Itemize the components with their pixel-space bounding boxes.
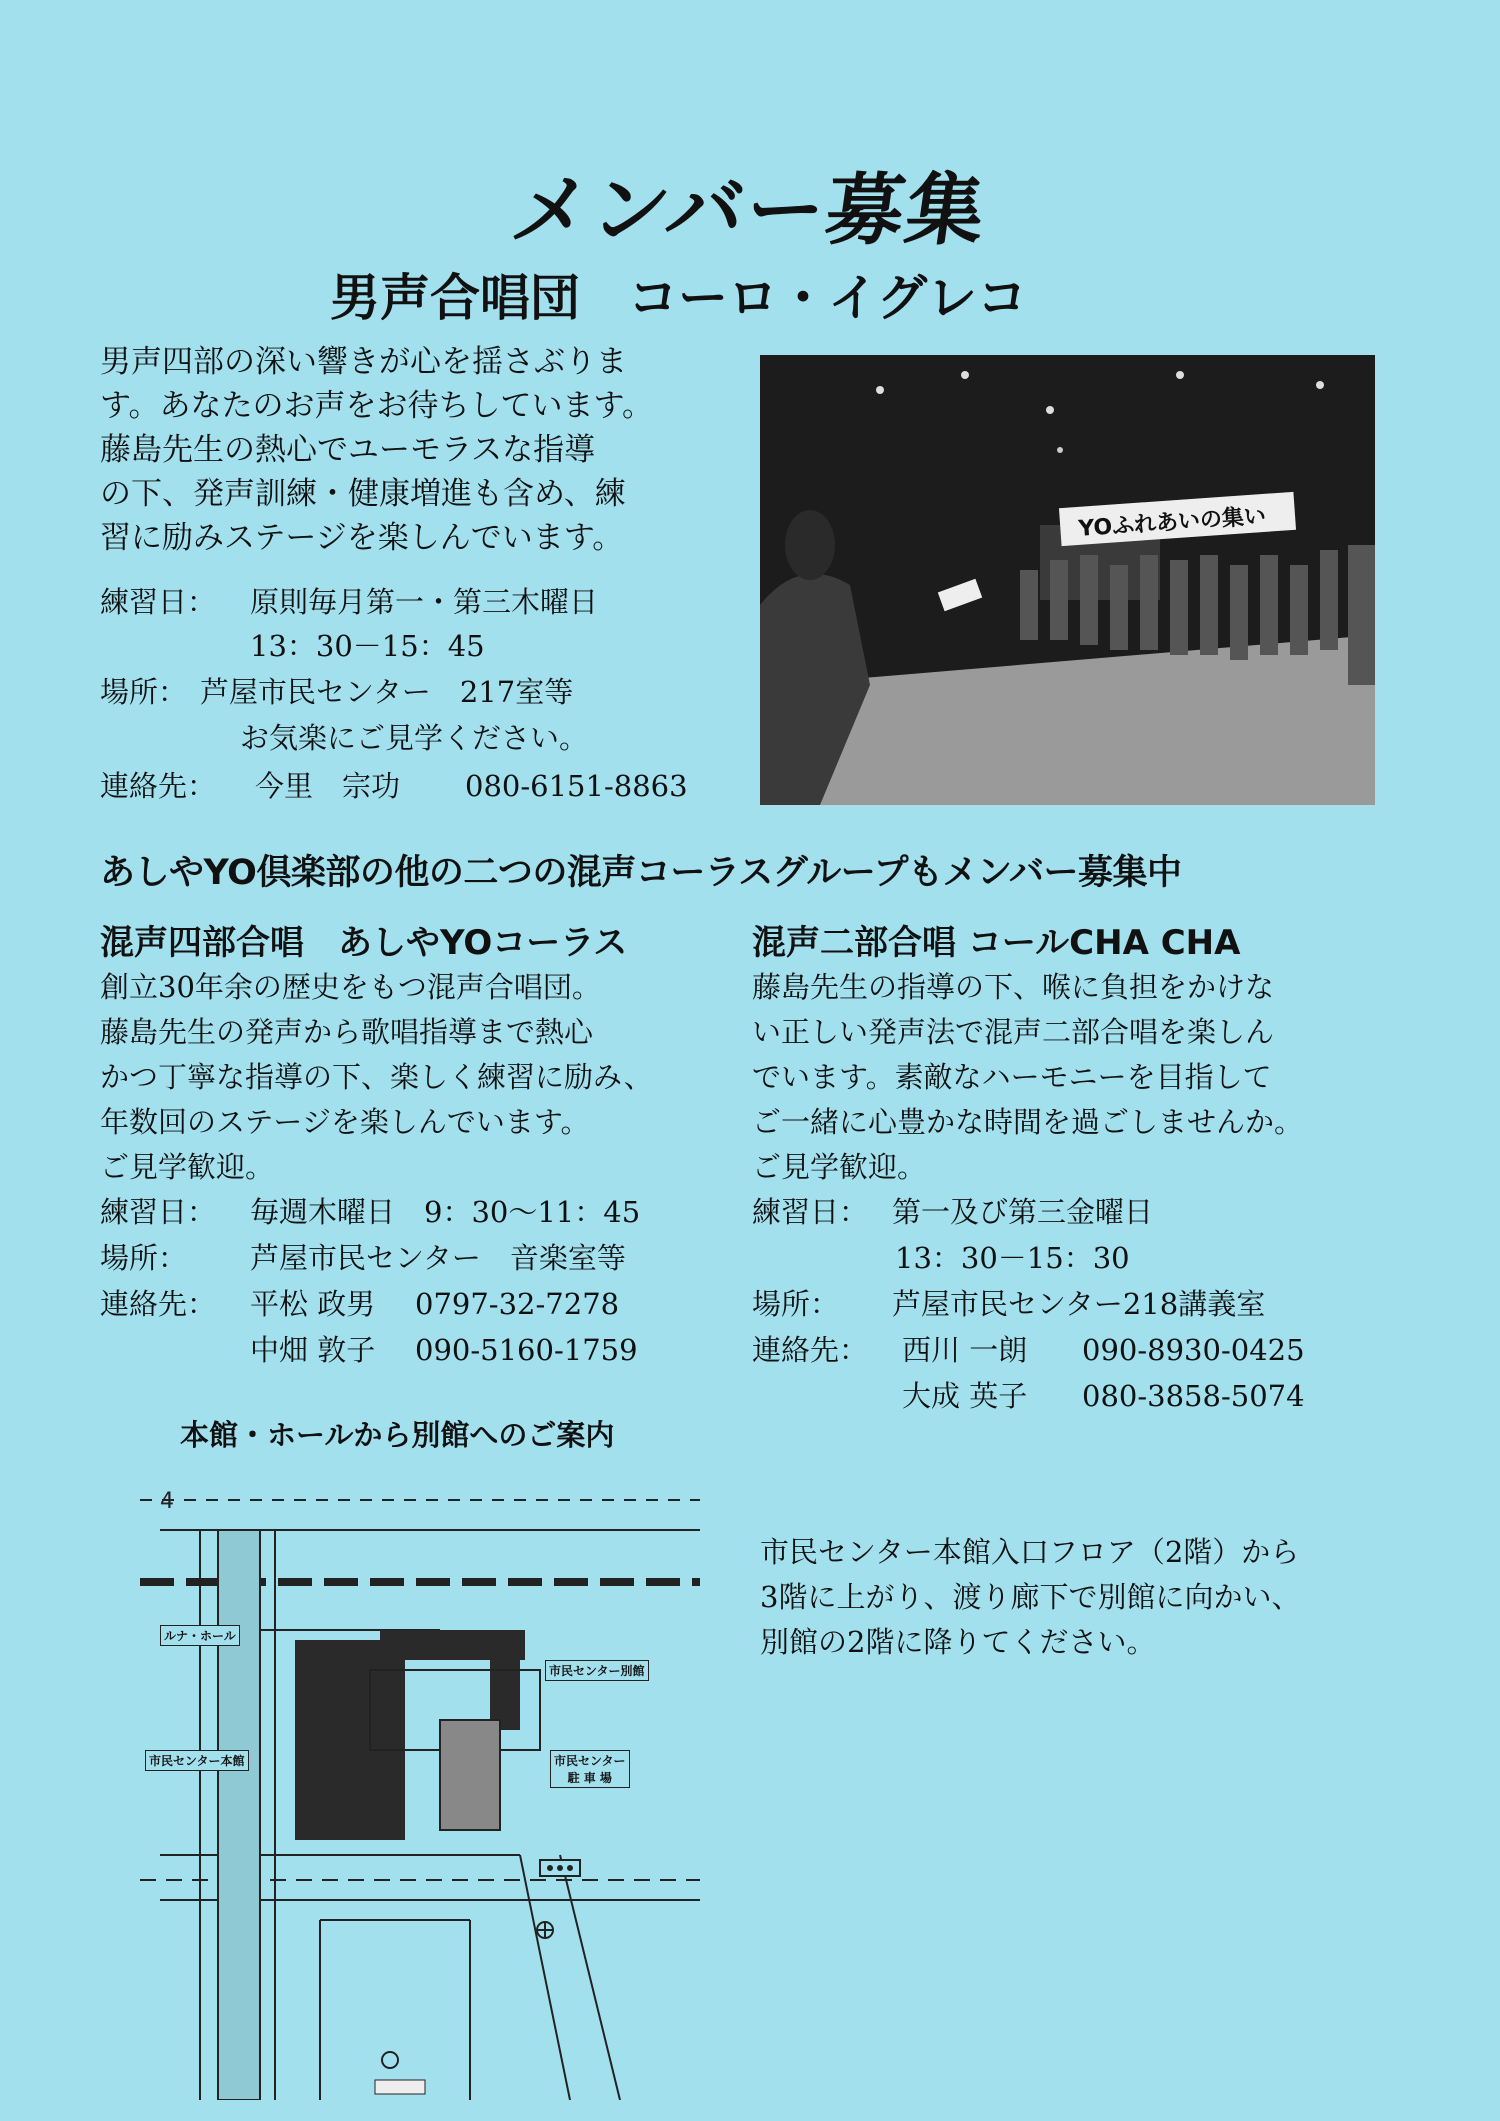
- contact-name: 今里 宗功: [255, 769, 401, 803]
- practice-row: [100, 580, 598, 621]
- map-label-parking-line1: 市民センター: [554, 1754, 626, 1768]
- left-group-body: [100, 965, 653, 1190]
- right-contact2-name: 大成 英子: [902, 1379, 1028, 1413]
- right-body-line: ご見学歓迎。: [752, 1150, 927, 1184]
- right-contact2-phone: 080-3858-5074: [1082, 1379, 1305, 1413]
- choir-photo-image: [760, 355, 1375, 805]
- place-label: 場所：: [100, 675, 188, 709]
- left-practice-row: [100, 1190, 640, 1231]
- group-type: 男声合唱団: [330, 269, 580, 327]
- right-practice-time: 13：30－15：30: [895, 1241, 1130, 1275]
- right-group-title: 混声二部合唱 コールCHA CHA: [752, 923, 1241, 963]
- left-body-line: 藤島先生の発声から歌唱指導まで熱心: [100, 1015, 594, 1049]
- left-place-value: 芦屋市民センター 音楽室等: [250, 1241, 626, 1275]
- right-contact-label: 連絡先：: [752, 1333, 869, 1367]
- intro-line: の下、発声訓練・健康増進も含め、練: [100, 476, 626, 512]
- right-body-line: でいます。素敵なハーモニーを目指して: [752, 1060, 1272, 1094]
- place-value: 芦屋市民センター 217室等: [200, 675, 574, 709]
- left-body-line: ご見学歓迎。: [100, 1150, 275, 1184]
- map-label-hall: ルナ・ホール: [160, 1625, 240, 1646]
- practice-label: 練習日：: [100, 585, 217, 619]
- route-number: 4: [160, 1489, 174, 1514]
- right-contact1-name: 西川 一朗: [902, 1333, 1028, 1367]
- left-place-label: 場所：: [100, 1241, 188, 1275]
- practice-value: 原則毎月第一・第三木曜日: [250, 585, 599, 619]
- group-name: コーロ・イグレコ: [628, 269, 1027, 327]
- left-practice-label: 練習日：: [100, 1195, 217, 1229]
- directions-line: 3階に上がり、渡り廊下で別館に向かい、: [760, 1580, 1301, 1614]
- intro-line: 習に励みステージを楽しんでいます。: [100, 520, 624, 556]
- left-contact2-name: 中畑 敦子: [250, 1333, 376, 1367]
- right-practice-row: [752, 1190, 1153, 1231]
- left-body-line: 創立30年余の歴史をもつ混声合唱団。: [100, 970, 601, 1004]
- left-contact2-phone: 090-5160-1759: [415, 1333, 638, 1367]
- right-practice-label: 練習日：: [752, 1195, 869, 1229]
- place-note: お気楽にご見学ください。: [240, 721, 589, 755]
- access-map: [140, 1460, 700, 2100]
- left-body-line: かつ丁寧な指導の下、楽しく練習に励み、: [100, 1060, 653, 1094]
- place-row: [100, 670, 573, 711]
- right-contact-row: [752, 1328, 1305, 1369]
- directions-note: [760, 1530, 1400, 1665]
- intro-line: 男声四部の深い響きが心を揺さぶりま: [100, 344, 627, 380]
- map-label-parking: [550, 1750, 630, 1788]
- right-body-line: い正しい発声法で混声二部合唱を楽しん: [752, 1015, 1275, 1049]
- left-practice-value: 毎週木曜日 9：30～11：45: [250, 1195, 641, 1229]
- right-body-line: 藤島先生の指導の下、喉に負担をかけな: [752, 970, 1275, 1004]
- left-contact1-phone: 0797-32-7278: [415, 1287, 620, 1321]
- right-contact1-phone: 090-8930-0425: [1082, 1333, 1305, 1367]
- left-place-row: [100, 1236, 626, 1277]
- contact-phone: 080-6151-8863: [465, 769, 688, 803]
- right-place-row: [752, 1282, 1265, 1323]
- intro-line: す。あなたのお声をお待ちしています。: [100, 388, 654, 424]
- headline: メンバー募集: [505, 166, 993, 256]
- directions-line: 市民センター本館入口フロア（2階）から: [760, 1535, 1300, 1569]
- contact-label: 連絡先：: [100, 769, 217, 803]
- left-contact1-name: 平松 政男: [250, 1287, 376, 1321]
- map-label-parking-line2: 駐 車 場: [567, 1771, 612, 1785]
- map-label-main-building: 市民センター本館: [145, 1750, 249, 1771]
- intro-text: [100, 340, 730, 560]
- left-group-title: 混声四部合唱 あしやYOコーラス: [100, 923, 628, 963]
- right-group-body: [752, 965, 1303, 1190]
- practice-time: 13：30－15：45: [250, 629, 485, 663]
- map-title: 本館・ホールから別館へのご案内: [180, 1418, 615, 1452]
- left-contact2-row: [250, 1328, 638, 1369]
- group-title: [330, 258, 1027, 330]
- subhead: あしやYO倶楽部の他の二つの混声コーラスグループもメンバー募集中: [100, 853, 1182, 893]
- intro-line: 藤島先生の熱心でユーモラスな指導: [100, 432, 596, 468]
- right-contact2-row: [902, 1374, 1305, 1415]
- map-label-annex: 市民センター別館: [545, 1660, 649, 1681]
- right-practice-value: 第一及び第三金曜日: [892, 1195, 1154, 1229]
- right-place-value: 芦屋市民センター218講義室: [892, 1287, 1266, 1321]
- photo-banner: YOふれあいの集い: [1077, 503, 1267, 542]
- right-place-label: 場所：: [752, 1287, 840, 1321]
- left-contact-row: [100, 1282, 619, 1323]
- choir-photo: [760, 355, 1375, 805]
- left-body-line: 年数回のステージを楽しんでいます。: [100, 1105, 590, 1139]
- left-contact-label: 連絡先：: [100, 1287, 217, 1321]
- contact-row: [100, 764, 688, 805]
- right-body-line: ご一緒に心豊かな時間を過ごしませんか。: [752, 1105, 1304, 1139]
- directions-line: 別館の2階に降りてください。: [760, 1625, 1156, 1659]
